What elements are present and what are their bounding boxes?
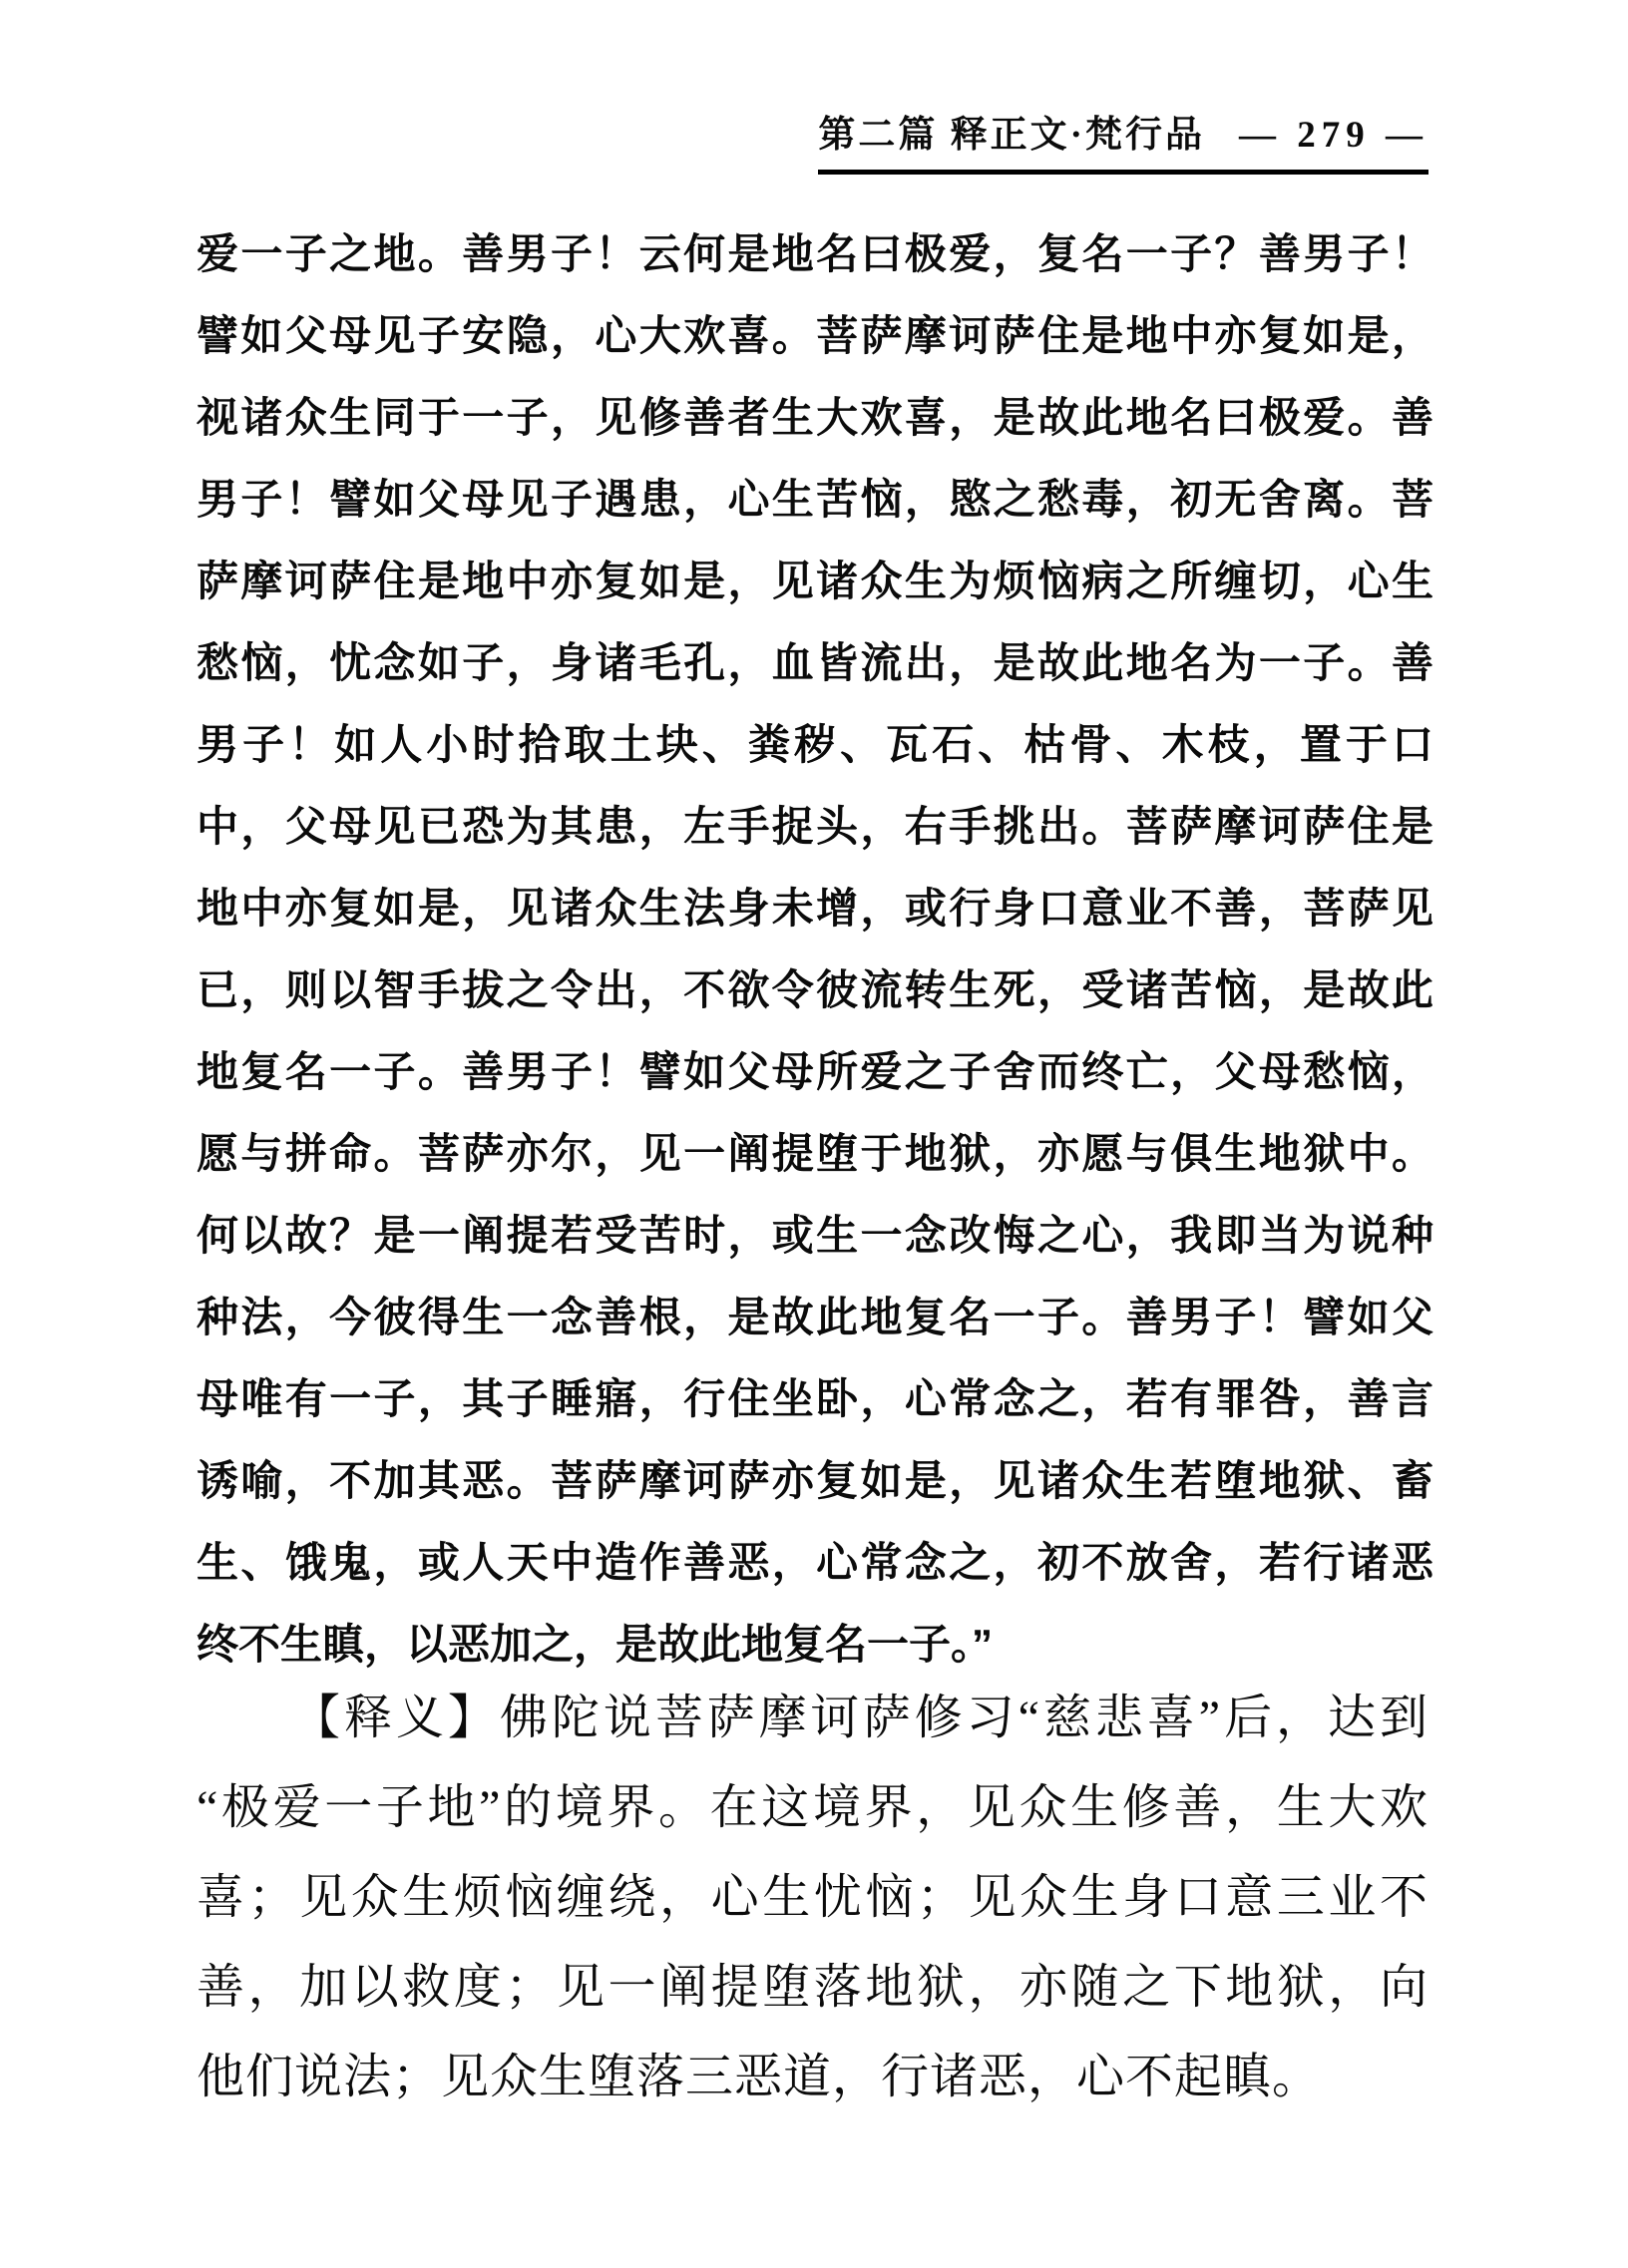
page-header [818,104,1428,175]
interpretation-line: 【释义】佛陀说菩萨摩诃萨修习“慈悲喜”后，达到 [292,1692,1428,1744]
interpretation-line: 他们说法；见众生堕落三恶道，行诸恶，心不起瞋。 [197,2051,1322,2103]
page-number: — 279 — [1239,115,1428,156]
sutra-line: 萨摩诃萨住是地中亦复如是，见诸众生为烦恼病之所缠切，心生 [197,558,1433,604]
sutra-line: 爱一子之地。善男子！云何是地名曰极爱，复名一子？善男子！ [197,230,1433,277]
sutra-line: 视诸众生同于一子，见修善者生大欢喜，是故此地名曰极爱。善 [197,394,1433,441]
running-head [818,104,1428,175]
sutra-line: 种法，今彼得生一念善根，是故此地复名一子。善男子！譬如父 [197,1294,1433,1340]
sutra-line: 终不生瞋，以恶加之，是故此地复名一子。” [197,1621,994,1668]
sutra-line: 愁恼，忧念如子，身诸毛孔，血皆流出，是故此地名为一子。善 [197,639,1433,686]
sutra-line: 男子！如人小时拾取土块、粪秽、瓦石、枯骨、木枝，置于口 [197,721,1433,768]
sutra-line: 何以故？是一阐提若受苦时，或生一念改悔之心，我即当为说种 [197,1212,1433,1259]
sutra-line: 男子！譬如父母见子遇患，心生苦恼，愍之愁毒，初无舍离。菩 [197,476,1433,523]
interpretation-line: 喜；见众生烦恼缠绕，心生忧恼；见众生身口意三业不 [197,1871,1428,1924]
section-title: 第二篇 释正文·梵行品 [818,115,1205,156]
sutra-line: 地中亦复如是，见诸众生法身未增，或行身口意业不善，菩萨见 [197,885,1433,932]
interpretation-line: “极爱一子地”的境界。在这境界，见众生修善，生大欢 [197,1781,1428,1834]
sutra-line: 诱喻，不加其恶。菩萨摩诃萨亦复如是，见诸众生若堕地狱、畜 [197,1457,1433,1504]
sutra-text-block [197,213,1433,1686]
interpretation-line: 善，加以救度；见一阐提堕落地狱，亦随之下地狱，向 [197,1961,1428,2014]
sutra-line: 中，父母见已恐为其患，左手捉头，右手挑出。菩萨摩诃萨住是 [197,803,1433,850]
sutra-line: 母唯有一子，其子睡寤，行住坐卧，心常念之，若有罪咎，善言 [197,1375,1433,1422]
sutra-line: 愿与拼命。菩萨亦尔，见一阐提堕于地狱，亦愿与俱生地狱中。 [197,1130,1433,1177]
sutra-line: 地复名一子。善男子！譬如父母所爱之子舍而终亡，父母愁恼， [197,1048,1433,1095]
sutra-line: 已，则以智手拔之令出，不欲令彼流转生死，受诸苦恼，是故此 [197,966,1433,1013]
interpretation-block [197,1674,1428,2122]
sutra-line: 生、饿鬼，或人天中造作善恶，心常念之，初不放舍，若行诸恶 [197,1539,1433,1586]
sutra-line: 譬如父母见子安隐，心大欢喜。菩萨摩诃萨住是地中亦复如是， [197,312,1433,359]
